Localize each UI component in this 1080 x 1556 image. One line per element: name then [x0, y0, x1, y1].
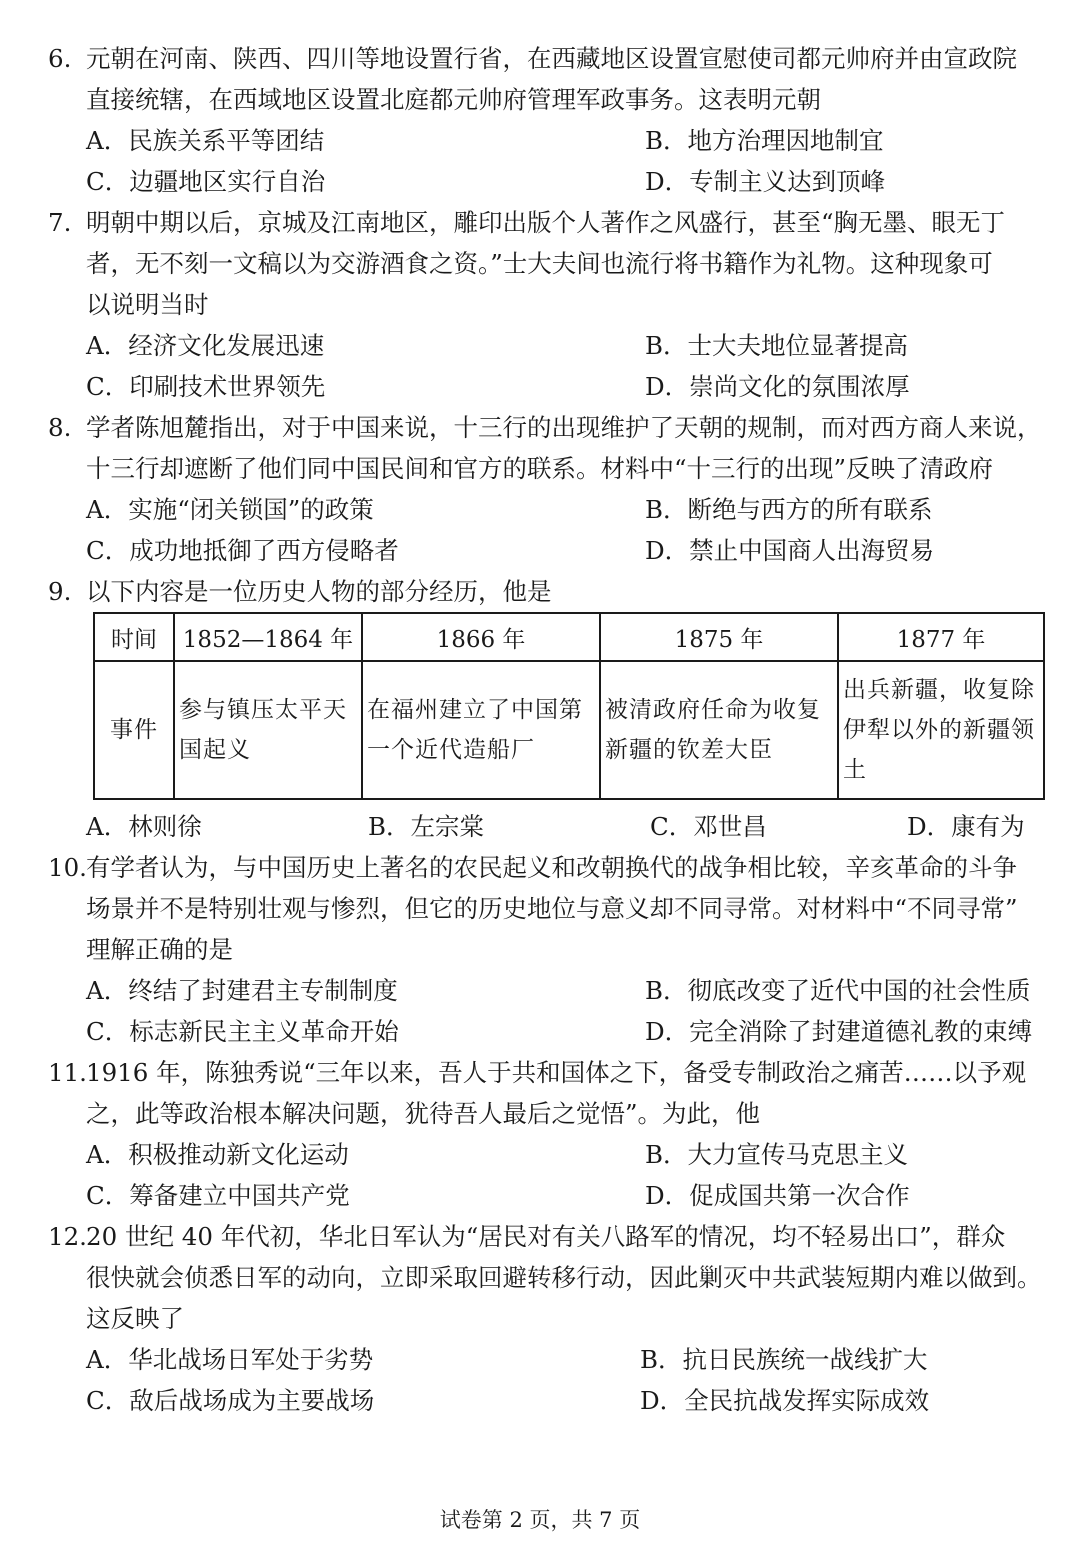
question-text-line: 很快就会侦悉日军的动向，立即采取回避转移行动，因此剿灭中共武装短期内难以做到。 — [86, 1263, 1042, 1292]
option-d: D．康有为 — [907, 812, 1025, 841]
table-cell: 被清政府任命为收复新疆的钦差大臣 — [600, 661, 838, 799]
option-c: C．印刷技术世界领先 — [86, 372, 326, 401]
option-b: B．彻底改变了近代中国的社会性质 — [645, 976, 1031, 1005]
question-number: 6. — [48, 44, 72, 73]
question-text-line: 以下内容是一位历史人物的部分经历，他是 — [86, 577, 552, 606]
question-text-line: 者，无不刻一文稿以为交游酒食之资。”士大夫间也流行将书籍作为礼物。这种现象可 — [86, 249, 993, 278]
question-text-line: 明朝中期以后，京城及江南地区，雕印出版个人著作之风盛行，甚至“胸无墨、眼无丁 — [86, 208, 1006, 237]
question-text-line: 这反映了 — [86, 1304, 184, 1333]
option-d: D．全民抗战发挥实际成效 — [640, 1386, 930, 1415]
option-a: A．华北战场日军处于劣势 — [86, 1345, 374, 1374]
option-a: A．终结了封建君主专制制度 — [86, 976, 398, 1005]
question-text-line: 场景并不是特别壮观与惨烈，但它的历史地位与意义却不同寻常。对材料中“不同寻常” — [86, 894, 1018, 923]
question-text-line: 之，此等政治根本解决问题，犹待吾人最后之觉悟”。为此，他 — [86, 1099, 761, 1128]
option-b: B．抗日民族统一战线扩大 — [640, 1345, 928, 1374]
question-text-line: 有学者认为，与中国历史上著名的农民起义和改朝换代的战争相比较，辛亥革命的斗争 — [86, 853, 1017, 882]
table-cell: 出兵新疆，收复除伊犁以外的新疆领土 — [838, 661, 1044, 799]
option-a: A．积极推动新文化运动 — [86, 1140, 349, 1169]
question-number: 11. — [48, 1058, 87, 1087]
option-a: A．经济文化发展迅速 — [86, 331, 325, 360]
history-events-table — [93, 612, 1045, 800]
question-text-line: 十三行却遮断了他们同中国民间和官方的联系。材料中“十三行的出现”反映了清政府 — [86, 454, 994, 483]
option-c: C．标志新民主主义革命开始 — [86, 1017, 399, 1046]
question-number: 12. — [48, 1222, 87, 1251]
question-text-line: 直接统辖，在西域地区设置北庭都元帅府管理军政事务。这表明元朝 — [86, 85, 821, 114]
option-c: C．边疆地区实行自治 — [86, 167, 326, 196]
option-a: A．民族关系平等团结 — [86, 126, 325, 155]
table-row — [94, 661, 1044, 799]
option-d: D．完全消除了封建道德礼教的束缚 — [645, 1017, 1033, 1046]
option-c: C．成功地抵御了西方侵略者 — [86, 536, 399, 565]
option-b: B．断绝与西方的所有联系 — [645, 495, 933, 524]
table-header-cell: 1877 年 — [838, 613, 1044, 661]
table-header-row — [94, 613, 1044, 661]
table-cell: 在福州建立了中国第一个近代造船厂 — [362, 661, 600, 799]
table-row-label: 事件 — [94, 661, 174, 799]
option-c: C．邓世昌 — [650, 812, 767, 841]
question-text-line: 20 世纪 40 年代初，华北日军认为“居民对有关八路军的情况，均不轻易出口”，群众 — [86, 1222, 1006, 1251]
option-c: C．筹备建立中国共产党 — [86, 1181, 350, 1210]
option-a: A．林则徐 — [86, 812, 202, 841]
table-header-cell: 时间 — [94, 613, 174, 661]
table-header-cell: 1852—1864 年 — [174, 613, 362, 661]
table-header-cell: 1866 年 — [362, 613, 600, 661]
question-text-line: 学者陈旭麓指出，对于中国来说，十三行的出现维护了天朝的规制，而对西方商人来说， — [86, 413, 1042, 442]
table-cell: 参与镇压太平天国起义 — [174, 661, 362, 799]
page-footer: 试卷第 2 页，共 7 页 — [439, 1508, 641, 1532]
question-text-line: 以说明当时 — [86, 290, 209, 319]
option-d: D．专制主义达到顶峰 — [645, 167, 886, 196]
option-b: B．大力宣传马克思主义 — [645, 1140, 909, 1169]
question-text-line: 理解正确的是 — [86, 935, 233, 964]
question-number: 7. — [48, 208, 72, 237]
option-b: B．士大夫地位显著提高 — [645, 331, 909, 360]
question-text-line: 元朝在河南、陕西、四川等地设置行省，在西藏地区设置宣慰使司都元帅府并由宣政院 — [86, 44, 1017, 73]
option-d: D．禁止中国商人出海贸易 — [645, 536, 935, 565]
question-number: 10. — [48, 853, 87, 882]
option-d: D．促成国共第一次合作 — [645, 1181, 910, 1210]
question-number: 9. — [48, 577, 72, 606]
option-d: D．崇尚文化的氛围浓厚 — [645, 372, 910, 401]
option-b: B．左宗棠 — [368, 812, 485, 841]
question-number: 8. — [48, 413, 72, 442]
question-text-line: 1916 年，陈独秀说“三年以来，吾人于共和国体之下，备受专制政治之痛苦……以予观 — [86, 1058, 1027, 1087]
option-b: B．地方治理因地制宜 — [645, 126, 884, 155]
option-c: C．敌后战场成为主要战场 — [86, 1386, 375, 1415]
table-header-cell: 1875 年 — [600, 613, 838, 661]
option-a: A．实施“闭关锁国”的政策 — [86, 495, 374, 524]
